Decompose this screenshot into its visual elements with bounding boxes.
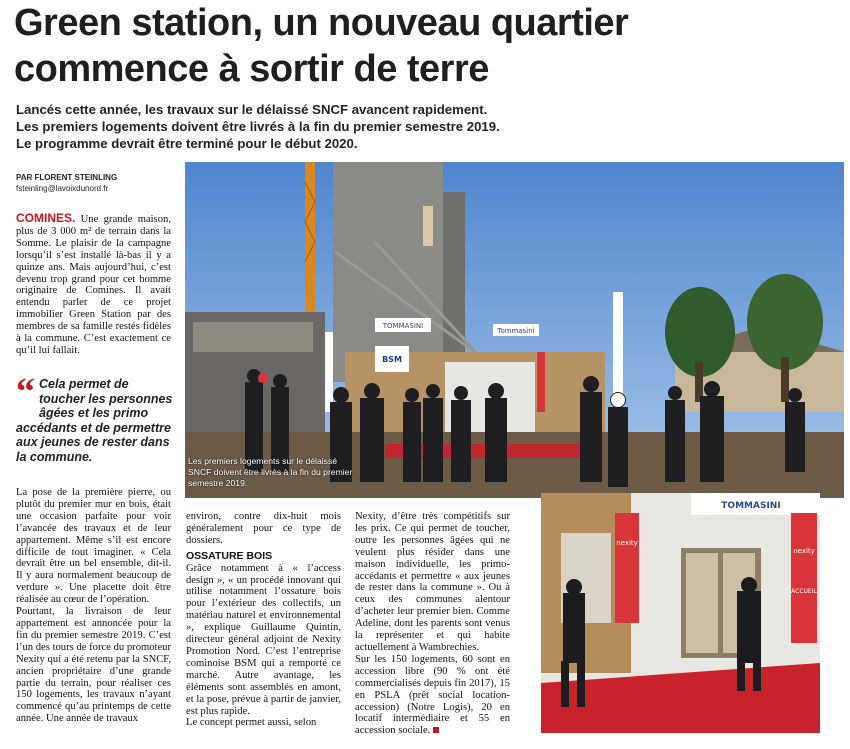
paragraph: Pourtant, la livraison de leur appartement est annoncée pour la fin du premier semestre 2019. C’est l’un des tours de force du promoteur Nexity qui a été retenu par la SNCF, ancien propriétaire d’une grande partie du terrain, pour réaliser ces 150 logements, les travaux n’ayant commencé qu’au printemps de cette année. Une année de travaux [16,606,171,725]
sign-bsm: BSM [382,355,402,364]
sign-tommasini-3: TOMMASINI [721,501,781,511]
intro-text: Une grande maison, plus de 3 000 m² de terrain dans la Somme. Le plaisir de la campagne lorsqu’il s’est installé là-bas il y a quinze ans. Mais aujourd’hui, c’est devenu trop grand pour cet homme originaire de Comines. Il avait entendu parler de ce projet immobilier Green Station par des membres de sa famille restés fidèles à la commune. C’est exactement ce qu’il lui fallait. [16,214,171,356]
paragraph: La pose de la première pierre, ou plutôt du premier mur en bois, était une occasion parfaite pour voir l’avancée des travaux et de leur appartement. Même s’il est encore difficile de tout imaginer. « Cela devrait être un bel ensemble, dit-il. Il y aura normalement beaucoup de verdure ». Une placette doit être réalisée au cœur de l’opération. [16,487,171,606]
banner-nexity-right: nexity [793,547,815,555]
showroom-photo [541,493,820,733]
paragraph: Le concept permet aussi, selon [186,717,317,729]
quote-mark-icon: “ [16,371,35,413]
headline-line-1: Green station, un nouveau quartier [14,2,629,44]
headline [14,0,844,92]
lead-line-3: Le programme devrait être terminé pour le début 2020. [16,136,358,151]
lead-line-1: Lancés cette année, les travaux sur le délaissé SNCF avancent rapidement. [16,102,488,117]
lead-paragraph [16,101,836,152]
pull-quote-text: Cela permet de toucher les personnes âgées et les primo accédants et de permettre aux jeunes de rester dans la commune. [16,377,173,464]
end-mark-icon [433,727,439,733]
paragraph: environ, contre dix-huit mois généralement pour ce type de dossiers. [186,511,341,546]
construction-site-illustration [185,162,844,498]
paragraph: Sur les 150 logements, 60 sont en accession libre (90 % ont été commercialisés depuis fin 2017), 15 en PSLA (prêt social location-accession) (Notre Logis), 20 en locatif intermédiaire et 55 en accession sociale. [355,653,510,737]
subheading: OSSATURE BOIS [186,549,273,562]
article-intro [16,213,171,357]
banner-accueil: ACCUEIL [791,588,817,595]
article-column-2 [186,511,341,729]
sign-tommasini: TOMMASINI [382,322,424,330]
photo-caption: Les premiers logements sur le délaissé SNCF doivent être livrés à la fin du premier semestre 2019. [188,456,353,488]
showroom-illustration [541,493,820,733]
banner-nexity-left: nexity [616,539,638,547]
author-name: PAR FLORENT STEINLING [16,173,118,182]
article-column-3 [355,511,510,737]
headline-line-2: commence à sortir de terre [14,48,489,90]
construction-site-photo [185,162,844,498]
paragraph: Grâce notamment à « l’access design », « un procédé innovant qui utilise notamment l’ossature bois pour l’extérieur des collectifs, un matériau naturel et environnemental », explique Guillaume Quintin, directeur général adjoint de Nexity Promotion Nord. C’est l’entreprise cominoise BSM qui a remporté ce marché. Autre avantage, les éléments sont assemblés en amont, et la pose, prévue à partir de janvier, est plus rapide. [186,562,341,717]
lead-line-2: Les premiers logements doivent être livrés à la fin du premier semestre 2019. [16,119,500,134]
sign-tommasini-2: Tommasini [497,327,535,335]
paragraph: Nexity, d’être très compétitifs sur les prix. Ce qui permet de toucher, outre les personnes âgées qui ne veulent plus résider dans une maison individuelle, les primo-accédants et permettre « aux jeunes de rester dans la commune ». Ou à ceux des communes alentour d’acheter leur premier bien. Comme Adeline, dont les parents sont venus la représenter et qui habite actuellement à Wambrechies. [355,511,510,653]
pull-quote [16,371,173,465]
author-email[interactable]: fsteinling@lavoixdunord.fr [16,184,109,193]
dateline: COMINES. [16,211,76,225]
article-column-1 [16,487,171,725]
byline [16,172,176,194]
